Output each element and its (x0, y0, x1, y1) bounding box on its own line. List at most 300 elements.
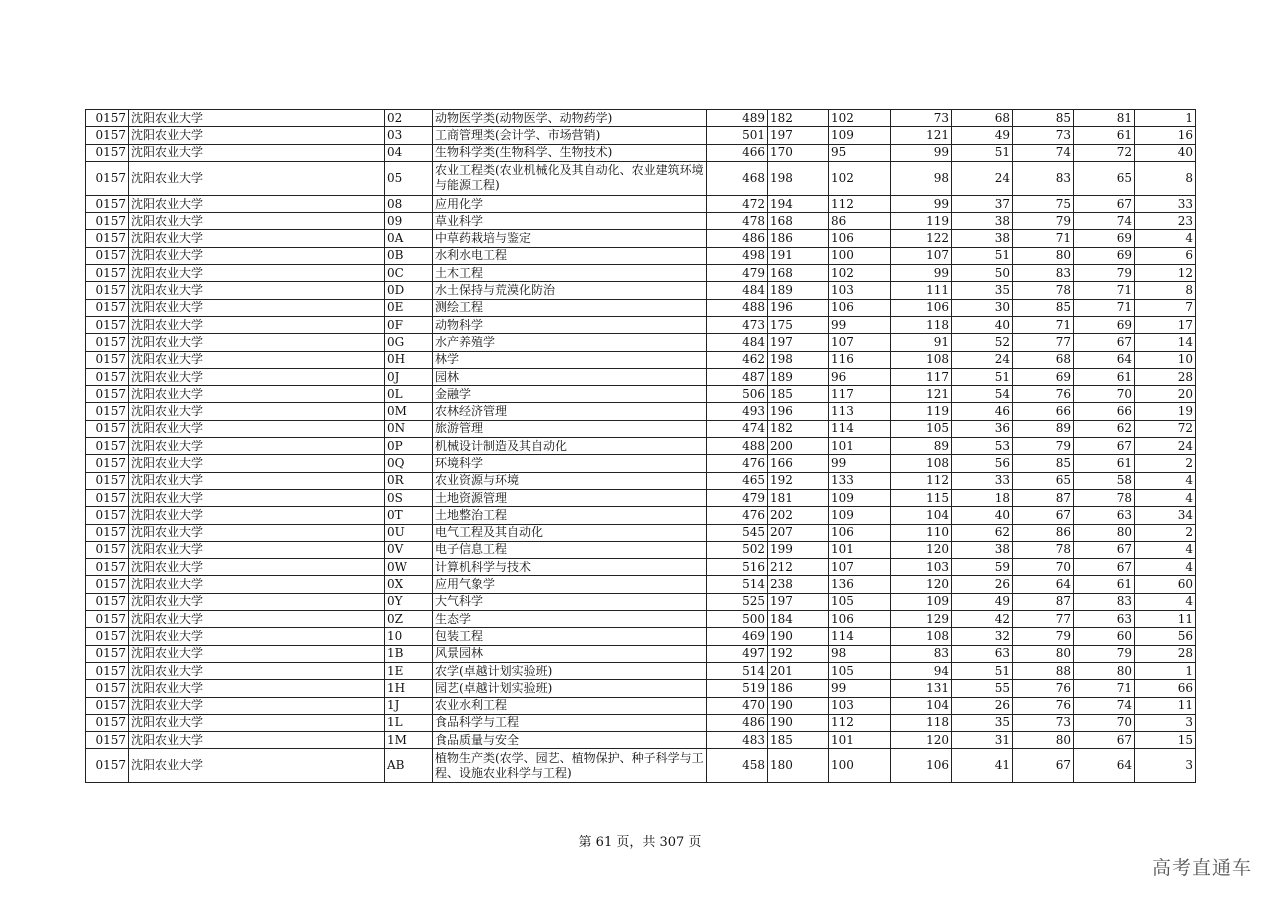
score-g-cell: 16 (1135, 127, 1196, 144)
major-code-cell: 1J (385, 697, 433, 714)
table-row (86, 472, 1196, 489)
score-d-cell: 37 (952, 195, 1013, 212)
score-g-cell: 7 (1135, 299, 1196, 316)
major-code-cell: 1E (385, 662, 433, 679)
score-f-cell: 67 (1074, 732, 1135, 749)
table-row (86, 714, 1196, 731)
school-code-cell: 0157 (86, 732, 129, 749)
major-name-cell: 土地资源管理 (433, 489, 707, 506)
score-a-cell: 192 (768, 472, 829, 489)
score-e-cell: 88 (1013, 662, 1074, 679)
score-g-cell: 4 (1135, 489, 1196, 506)
major-name-cell: 环境科学 (433, 455, 707, 472)
score-f-cell: 81 (1074, 110, 1135, 127)
table-row (86, 749, 1196, 783)
major-name-cell: 食品科学与工程 (433, 714, 707, 731)
score-b-cell: 99 (829, 455, 891, 472)
school-name-cell: 沈阳农业大学 (129, 127, 385, 144)
table-row (86, 386, 1196, 403)
school-name-cell: 沈阳农业大学 (129, 732, 385, 749)
score-e-cell: 80 (1013, 247, 1074, 264)
school-code-cell: 0157 (86, 110, 129, 127)
school-code-cell: 0157 (86, 576, 129, 593)
score-f-cell: 67 (1074, 334, 1135, 351)
table-body (86, 110, 1196, 783)
score-d-cell: 55 (952, 680, 1013, 697)
school-code-cell: 0157 (86, 299, 129, 316)
score-c-cell: 104 (891, 697, 952, 714)
school-code-cell: 0157 (86, 334, 129, 351)
score-a-cell: 184 (768, 611, 829, 628)
major-name-cell: 应用气象学 (433, 576, 707, 593)
score-a-cell: 202 (768, 507, 829, 524)
school-name-cell: 沈阳农业大学 (129, 265, 385, 282)
score-total-cell: 483 (707, 732, 768, 749)
score-f-cell: 60 (1074, 628, 1135, 645)
score-b-cell: 101 (829, 732, 891, 749)
score-b-cell: 95 (829, 144, 891, 161)
major-code-cell: 0R (385, 472, 433, 489)
score-g-cell: 3 (1135, 714, 1196, 731)
school-name-cell: 沈阳农业大学 (129, 213, 385, 230)
school-name-cell: 沈阳农业大学 (129, 351, 385, 368)
school-name-cell: 沈阳农业大学 (129, 299, 385, 316)
school-name-cell: 沈阳农业大学 (129, 195, 385, 212)
school-code-cell: 0157 (86, 455, 129, 472)
major-name-cell: 农业水利工程 (433, 697, 707, 714)
school-name-cell: 沈阳农业大学 (129, 749, 385, 783)
major-name-cell: 金融学 (433, 386, 707, 403)
school-name-cell: 沈阳农业大学 (129, 541, 385, 558)
major-code-cell: 0Z (385, 611, 433, 628)
table-row (86, 161, 1196, 195)
score-total-cell: 484 (707, 282, 768, 299)
school-name-cell: 沈阳农业大学 (129, 628, 385, 645)
score-g-cell: 19 (1135, 403, 1196, 420)
school-name-cell: 沈阳农业大学 (129, 230, 385, 247)
score-b-cell: 113 (829, 403, 891, 420)
major-name-cell: 水利水电工程 (433, 247, 707, 264)
score-f-cell: 61 (1074, 127, 1135, 144)
score-b-cell: 116 (829, 351, 891, 368)
score-total-cell: 479 (707, 265, 768, 282)
score-g-cell: 12 (1135, 265, 1196, 282)
score-a-cell: 238 (768, 576, 829, 593)
score-d-cell: 50 (952, 265, 1013, 282)
score-c-cell: 99 (891, 195, 952, 212)
major-code-cell: 0Q (385, 455, 433, 472)
table-row (86, 438, 1196, 455)
school-name-cell: 沈阳农业大学 (129, 282, 385, 299)
table-row (86, 230, 1196, 247)
school-name-cell: 沈阳农业大学 (129, 507, 385, 524)
major-name-cell: 土地整治工程 (433, 507, 707, 524)
score-e-cell: 79 (1013, 438, 1074, 455)
major-code-cell: 1H (385, 680, 433, 697)
score-a-cell: 197 (768, 334, 829, 351)
score-c-cell: 98 (891, 161, 952, 195)
score-f-cell: 70 (1074, 386, 1135, 403)
school-code-cell: 0157 (86, 127, 129, 144)
school-code-cell: 0157 (86, 161, 129, 195)
score-f-cell: 80 (1074, 524, 1135, 541)
score-total-cell: 458 (707, 749, 768, 783)
score-c-cell: 122 (891, 230, 952, 247)
school-code-cell: 0157 (86, 489, 129, 506)
score-f-cell: 69 (1074, 247, 1135, 264)
score-f-cell: 67 (1074, 559, 1135, 576)
score-e-cell: 69 (1013, 368, 1074, 385)
score-f-cell: 70 (1074, 714, 1135, 731)
score-d-cell: 56 (952, 455, 1013, 472)
score-g-cell: 56 (1135, 628, 1196, 645)
score-g-cell: 8 (1135, 282, 1196, 299)
school-name-cell: 沈阳农业大学 (129, 611, 385, 628)
major-name-cell: 食品质量与安全 (433, 732, 707, 749)
major-code-cell: 0S (385, 489, 433, 506)
score-total-cell: 545 (707, 524, 768, 541)
score-total-cell: 478 (707, 213, 768, 230)
major-code-cell: 0Y (385, 593, 433, 610)
score-c-cell: 108 (891, 628, 952, 645)
score-g-cell: 1 (1135, 110, 1196, 127)
score-d-cell: 51 (952, 247, 1013, 264)
score-e-cell: 71 (1013, 316, 1074, 333)
score-a-cell: 185 (768, 386, 829, 403)
score-b-cell: 100 (829, 749, 891, 783)
score-a-cell: 175 (768, 316, 829, 333)
score-a-cell: 181 (768, 489, 829, 506)
major-name-cell: 林学 (433, 351, 707, 368)
major-code-cell: 10 (385, 628, 433, 645)
score-a-cell: 212 (768, 559, 829, 576)
score-a-cell: 197 (768, 127, 829, 144)
score-a-cell: 197 (768, 593, 829, 610)
score-c-cell: 120 (891, 576, 952, 593)
major-code-cell: 0E (385, 299, 433, 316)
score-d-cell: 26 (952, 576, 1013, 593)
major-code-cell: 0X (385, 576, 433, 593)
score-f-cell: 67 (1074, 195, 1135, 212)
score-a-cell: 189 (768, 282, 829, 299)
score-c-cell: 104 (891, 507, 952, 524)
score-c-cell: 94 (891, 662, 952, 679)
major-code-cell: 0L (385, 386, 433, 403)
score-b-cell: 101 (829, 541, 891, 558)
score-b-cell: 114 (829, 420, 891, 437)
score-total-cell: 487 (707, 368, 768, 385)
table-row (86, 247, 1196, 264)
score-b-cell: 109 (829, 489, 891, 506)
score-c-cell: 108 (891, 455, 952, 472)
score-g-cell: 14 (1135, 334, 1196, 351)
score-e-cell: 76 (1013, 697, 1074, 714)
major-name-cell: 机械设计制造及其自动化 (433, 438, 707, 455)
school-name-cell: 沈阳农业大学 (129, 247, 385, 264)
score-f-cell: 61 (1074, 368, 1135, 385)
score-total-cell: 476 (707, 455, 768, 472)
score-a-cell: 168 (768, 265, 829, 282)
score-e-cell: 74 (1013, 144, 1074, 161)
score-c-cell: 109 (891, 593, 952, 610)
score-e-cell: 76 (1013, 386, 1074, 403)
score-b-cell: 109 (829, 507, 891, 524)
score-e-cell: 86 (1013, 524, 1074, 541)
score-a-cell: 190 (768, 714, 829, 731)
school-code-cell: 0157 (86, 714, 129, 731)
score-b-cell: 109 (829, 127, 891, 144)
school-code-cell: 0157 (86, 265, 129, 282)
school-name-cell: 沈阳农业大学 (129, 576, 385, 593)
score-f-cell: 61 (1074, 455, 1135, 472)
score-g-cell: 4 (1135, 230, 1196, 247)
major-name-cell: 水产养殖学 (433, 334, 707, 351)
score-f-cell: 71 (1074, 282, 1135, 299)
score-d-cell: 59 (952, 559, 1013, 576)
school-name-cell: 沈阳农业大学 (129, 593, 385, 610)
school-name-cell: 沈阳农业大学 (129, 697, 385, 714)
table-row (86, 368, 1196, 385)
score-d-cell: 35 (952, 714, 1013, 731)
score-g-cell: 15 (1135, 732, 1196, 749)
score-e-cell: 79 (1013, 628, 1074, 645)
school-code-cell: 0157 (86, 195, 129, 212)
school-name-cell: 沈阳农业大学 (129, 368, 385, 385)
score-f-cell: 83 (1074, 593, 1135, 610)
major-code-cell: 0M (385, 403, 433, 420)
school-code-cell: 0157 (86, 593, 129, 610)
score-b-cell: 106 (829, 230, 891, 247)
major-name-cell: 农业工程类(农业机械化及其自动化、农业建筑环境与能源工程) (433, 161, 707, 195)
score-d-cell: 63 (952, 645, 1013, 662)
major-name-cell: 动物医学类(动物医学、动物药学) (433, 110, 707, 127)
major-code-cell: 0N (385, 420, 433, 437)
score-d-cell: 24 (952, 161, 1013, 195)
score-e-cell: 85 (1013, 455, 1074, 472)
school-name-cell: 沈阳农业大学 (129, 559, 385, 576)
score-g-cell: 23 (1135, 213, 1196, 230)
score-total-cell: 476 (707, 507, 768, 524)
score-g-cell: 28 (1135, 645, 1196, 662)
score-g-cell: 4 (1135, 541, 1196, 558)
score-b-cell: 103 (829, 697, 891, 714)
school-name-cell: 沈阳农业大学 (129, 472, 385, 489)
table-row (86, 455, 1196, 472)
score-total-cell: 500 (707, 611, 768, 628)
school-code-cell: 0157 (86, 144, 129, 161)
major-name-cell: 植物生产类(农学、园艺、植物保护、种子科学与工程、设施农业科学与工程) (433, 749, 707, 783)
table-row (86, 265, 1196, 282)
score-e-cell: 87 (1013, 489, 1074, 506)
school-code-cell: 0157 (86, 697, 129, 714)
school-name-cell: 沈阳农业大学 (129, 662, 385, 679)
school-code-cell: 0157 (86, 541, 129, 558)
major-code-cell: 09 (385, 213, 433, 230)
score-f-cell: 74 (1074, 697, 1135, 714)
score-b-cell: 102 (829, 161, 891, 195)
score-d-cell: 51 (952, 144, 1013, 161)
score-g-cell: 72 (1135, 420, 1196, 437)
major-name-cell: 风景园林 (433, 645, 707, 662)
score-a-cell: 182 (768, 420, 829, 437)
score-e-cell: 87 (1013, 593, 1074, 610)
score-d-cell: 36 (952, 420, 1013, 437)
major-code-cell: 0B (385, 247, 433, 264)
score-total-cell: 502 (707, 541, 768, 558)
score-e-cell: 85 (1013, 299, 1074, 316)
score-a-cell: 190 (768, 628, 829, 645)
major-name-cell: 应用化学 (433, 195, 707, 212)
major-name-cell: 园艺(卓越计划实验班) (433, 680, 707, 697)
score-b-cell: 86 (829, 213, 891, 230)
table-row (86, 127, 1196, 144)
table-row (86, 334, 1196, 351)
major-name-cell: 土木工程 (433, 265, 707, 282)
score-d-cell: 33 (952, 472, 1013, 489)
score-g-cell: 4 (1135, 593, 1196, 610)
score-total-cell: 488 (707, 438, 768, 455)
score-a-cell: 196 (768, 403, 829, 420)
score-c-cell: 118 (891, 714, 952, 731)
table-row (86, 213, 1196, 230)
score-c-cell: 121 (891, 386, 952, 403)
school-code-cell: 0157 (86, 749, 129, 783)
school-name-cell: 沈阳农业大学 (129, 489, 385, 506)
score-c-cell: 106 (891, 749, 952, 783)
major-name-cell: 生物科学类(生物科学、生物技术) (433, 144, 707, 161)
score-b-cell: 117 (829, 386, 891, 403)
score-c-cell: 119 (891, 213, 952, 230)
score-f-cell: 74 (1074, 213, 1135, 230)
school-code-cell: 0157 (86, 368, 129, 385)
score-e-cell: 89 (1013, 420, 1074, 437)
page-footer: 第 61 页，共 307 页 (578, 835, 702, 850)
score-total-cell: 486 (707, 714, 768, 731)
score-g-cell: 34 (1135, 507, 1196, 524)
major-code-cell: 1M (385, 732, 433, 749)
score-total-cell: 484 (707, 334, 768, 351)
score-f-cell: 65 (1074, 161, 1135, 195)
school-code-cell: 0157 (86, 559, 129, 576)
score-a-cell: 180 (768, 749, 829, 783)
score-e-cell: 71 (1013, 230, 1074, 247)
score-f-cell: 67 (1074, 438, 1135, 455)
score-c-cell: 112 (891, 472, 952, 489)
score-e-cell: 70 (1013, 559, 1074, 576)
score-f-cell: 63 (1074, 611, 1135, 628)
score-total-cell: 498 (707, 247, 768, 264)
score-b-cell: 105 (829, 662, 891, 679)
score-b-cell: 99 (829, 316, 891, 333)
score-d-cell: 68 (952, 110, 1013, 127)
school-code-cell: 0157 (86, 662, 129, 679)
score-a-cell: 196 (768, 299, 829, 316)
table-row (86, 662, 1196, 679)
score-d-cell: 54 (952, 386, 1013, 403)
score-b-cell: 99 (829, 680, 891, 697)
score-g-cell: 8 (1135, 161, 1196, 195)
score-a-cell: 170 (768, 144, 829, 161)
score-b-cell: 106 (829, 524, 891, 541)
school-code-cell: 0157 (86, 524, 129, 541)
score-e-cell: 68 (1013, 351, 1074, 368)
score-a-cell: 200 (768, 438, 829, 455)
score-a-cell: 191 (768, 247, 829, 264)
score-g-cell: 11 (1135, 697, 1196, 714)
table-row (86, 507, 1196, 524)
score-b-cell: 102 (829, 265, 891, 282)
score-d-cell: 38 (952, 213, 1013, 230)
score-g-cell: 28 (1135, 368, 1196, 385)
school-code-cell: 0157 (86, 507, 129, 524)
school-name-cell: 沈阳农业大学 (129, 144, 385, 161)
score-e-cell: 65 (1013, 472, 1074, 489)
score-f-cell: 79 (1074, 645, 1135, 662)
table-row (86, 299, 1196, 316)
score-a-cell: 207 (768, 524, 829, 541)
score-e-cell: 64 (1013, 576, 1074, 593)
score-g-cell: 20 (1135, 386, 1196, 403)
score-g-cell: 4 (1135, 559, 1196, 576)
score-e-cell: 73 (1013, 714, 1074, 731)
school-name-cell: 沈阳农业大学 (129, 438, 385, 455)
score-g-cell: 66 (1135, 680, 1196, 697)
score-b-cell: 114 (829, 628, 891, 645)
school-name-cell: 沈阳农业大学 (129, 714, 385, 731)
score-total-cell: 514 (707, 576, 768, 593)
score-e-cell: 76 (1013, 680, 1074, 697)
score-a-cell: 201 (768, 662, 829, 679)
score-total-cell: 465 (707, 472, 768, 489)
school-name-cell: 沈阳农业大学 (129, 161, 385, 195)
score-a-cell: 198 (768, 161, 829, 195)
table-row (86, 732, 1196, 749)
score-total-cell: 519 (707, 680, 768, 697)
score-d-cell: 26 (952, 697, 1013, 714)
table-row (86, 195, 1196, 212)
score-total-cell: 474 (707, 420, 768, 437)
score-b-cell: 98 (829, 645, 891, 662)
table-row (86, 680, 1196, 697)
major-name-cell: 中草药栽培与鉴定 (433, 230, 707, 247)
school-code-cell: 0157 (86, 438, 129, 455)
major-code-cell: 0J (385, 368, 433, 385)
school-name-cell: 沈阳农业大学 (129, 403, 385, 420)
score-f-cell: 61 (1074, 576, 1135, 593)
major-code-cell: 0V (385, 541, 433, 558)
score-d-cell: 52 (952, 334, 1013, 351)
score-d-cell: 62 (952, 524, 1013, 541)
school-code-cell: 0157 (86, 420, 129, 437)
score-b-cell: 103 (829, 282, 891, 299)
score-b-cell: 112 (829, 195, 891, 212)
score-e-cell: 77 (1013, 334, 1074, 351)
major-code-cell: 04 (385, 144, 433, 161)
school-code-cell: 0157 (86, 645, 129, 662)
score-d-cell: 53 (952, 438, 1013, 455)
major-code-cell: 0U (385, 524, 433, 541)
score-total-cell: 469 (707, 628, 768, 645)
major-name-cell: 测绘工程 (433, 299, 707, 316)
major-name-cell: 工商管理类(会计学、市场营销) (433, 127, 707, 144)
score-f-cell: 69 (1074, 230, 1135, 247)
score-c-cell: 111 (891, 282, 952, 299)
school-name-cell: 沈阳农业大学 (129, 455, 385, 472)
score-e-cell: 78 (1013, 541, 1074, 558)
score-c-cell: 117 (891, 368, 952, 385)
score-d-cell: 40 (952, 507, 1013, 524)
table-row (86, 351, 1196, 368)
